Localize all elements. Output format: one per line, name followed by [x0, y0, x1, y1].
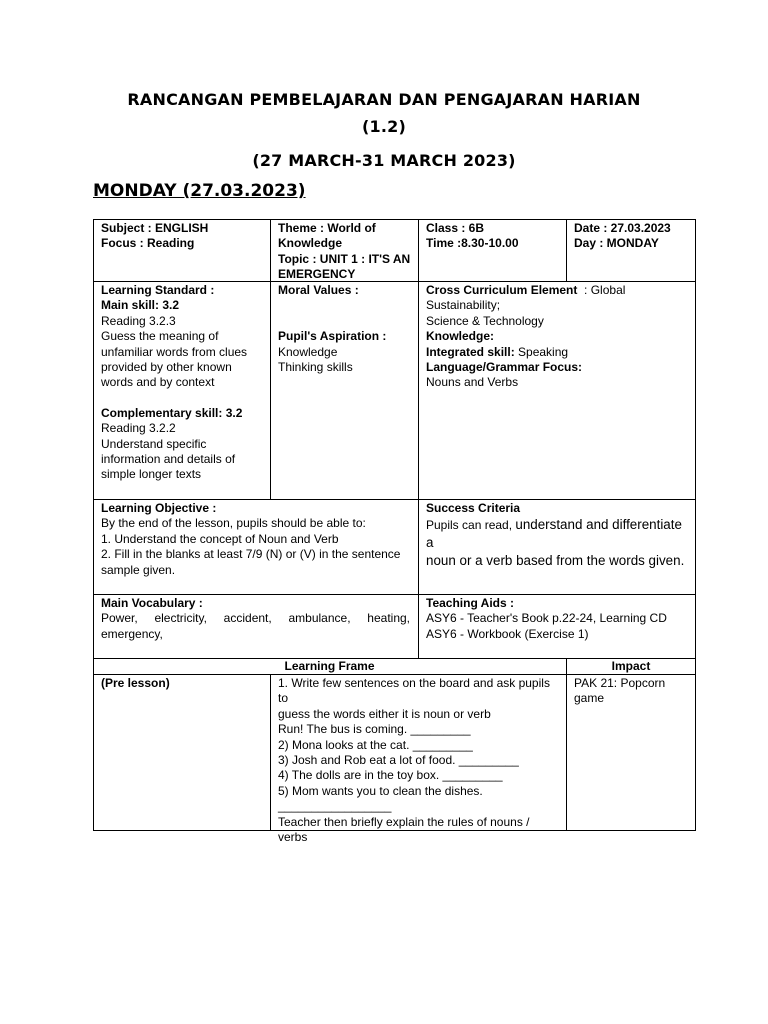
aspiration-item: Knowledge	[278, 344, 338, 359]
standard-text: words and by context	[101, 375, 215, 390]
main-vocabulary-cell	[101, 596, 410, 642]
objective-item: 1. Understand the concept of Noun and Verb	[101, 531, 339, 546]
knowledge-title: Knowledge:	[426, 329, 494, 344]
activity-line: 5) Mom wants you to clean the dishes.	[278, 783, 483, 798]
teaching-aid-item: ASY6 - Workbook (Exercise 1)	[426, 626, 589, 641]
pre-lesson-cell	[101, 676, 170, 691]
time-label: Time :8.30-10.00	[426, 236, 519, 251]
criteria-line2: noun or a verb based from the words given.	[426, 553, 685, 569]
impact-line: game	[574, 691, 605, 706]
main-skill: Main skill: 3.2	[101, 298, 180, 313]
activity-line: _________________	[278, 799, 392, 814]
reading-code-2: Reading 3.2.2	[101, 421, 176, 436]
moral-values-title: Moral Values :	[278, 283, 359, 297]
cce-line	[426, 283, 692, 314]
theme-line2: Knowledge	[278, 236, 343, 251]
table-rule	[566, 219, 567, 282]
impact-line: PAK 21: Popcorn	[574, 676, 666, 690]
theme-line1: Theme : World of	[278, 221, 376, 235]
table-rule	[270, 674, 271, 831]
standard-text: Understand specific	[101, 436, 207, 451]
standard-text: information and details of	[101, 452, 236, 467]
activity-line: Teacher then briefly explain the rules of nouns / verbs	[278, 814, 530, 845]
impact-header	[566, 659, 696, 674]
standard-text: simple longer texts	[101, 467, 202, 482]
learning-standard-cell	[101, 283, 247, 483]
teaching-aids-title: Teaching Aids :	[426, 596, 515, 610]
subject-label: Subject : ENGLISH	[101, 221, 209, 235]
learning-frame-header	[93, 659, 566, 674]
focus-label: Focus : Reading	[101, 236, 195, 251]
success-criteria-title: Success Criteria	[426, 501, 521, 515]
class-cell	[426, 221, 519, 252]
main-vocabulary-title: Main Vocabulary :	[101, 596, 203, 610]
table-rule	[93, 499, 696, 500]
cross-curriculum-cell	[426, 283, 692, 391]
learning-frame-title: Learning Frame	[284, 659, 375, 673]
activity-line: 3) Josh and Rob eat a lot of food. _________	[278, 753, 519, 768]
impact-cell	[574, 676, 692, 707]
date-cell	[574, 221, 671, 252]
activity-line: guess the words either it is noun or verb	[278, 706, 491, 721]
success-criteria-cell	[426, 501, 692, 569]
activity-line: Run! The bus is coming. _________	[278, 722, 471, 737]
vocabulary-line: Power, electricity, accident, ambulance, heating,	[101, 611, 410, 626]
subject-cell	[101, 221, 208, 252]
language-focus-title: Language/Grammar Focus:	[426, 360, 583, 375]
integrated-line	[426, 345, 692, 360]
criteria-text: Pupils can read,	[426, 518, 516, 533]
standard-text: unfamiliar words from clues	[101, 344, 248, 359]
class-label: Class : 6B	[426, 221, 485, 235]
integrated-title: Integrated skill:	[426, 344, 515, 359]
document-title: RANCANGAN PEMBELAJARAN DAN PENGAJARAN HARIAN	[127, 90, 641, 109]
activity-line: 4) The dolls are in the toy box. _________	[278, 768, 503, 783]
cce-value-2: Science & Technology	[426, 313, 544, 328]
learning-standard-title: Learning Standard :	[101, 283, 215, 297]
table-rule	[93, 594, 696, 595]
impact-title: Impact	[611, 659, 651, 673]
teaching-aid-item: ASY6 - Teacher's Book p.22-24, Learning CD	[426, 611, 667, 626]
topic-line2: EMERGENCY	[278, 267, 356, 282]
theme-cell	[278, 221, 410, 283]
integrated-value: Speaking	[518, 344, 569, 359]
criteria-text-large: understand and differentiate a	[426, 517, 682, 551]
reading-code-1: Reading 3.2.3	[101, 313, 176, 328]
date-label: Date : 27.03.2023	[574, 221, 671, 235]
vocabulary-line: emergency,	[101, 626, 163, 641]
activity-line: 2) Mona looks at the cat. _________	[278, 737, 473, 752]
criteria-line1	[426, 516, 692, 552]
day-label: Day : MONDAY	[574, 236, 659, 251]
activity-line: 1. Write few sentences on the board and ask pupils to	[278, 676, 550, 706]
language-focus-value: Nouns and Verbs	[426, 375, 519, 390]
complementary-skill: Complementary skill: 3.2	[101, 405, 243, 420]
objective-item: 2. Fill in the blanks at least 7/9 (N) or (V) in the sentence	[101, 547, 401, 562]
teaching-aids-cell	[426, 596, 692, 642]
spacer	[278, 298, 386, 329]
learning-objective-title: Learning Objective :	[101, 501, 217, 515]
day-heading: MONDAY (27.03.2023)	[93, 181, 306, 201]
moral-values-cell	[278, 283, 386, 376]
objective-text: By the end of the lesson, pupils should be able to:	[101, 516, 366, 531]
spacer	[101, 391, 247, 406]
table-rule	[418, 219, 419, 659]
pupils-aspiration-title: Pupil's Aspiration :	[278, 329, 387, 344]
topic-line1: Topic : UNIT 1 : IT'S AN	[278, 251, 411, 266]
standard-text: Guess the meaning of	[101, 329, 219, 344]
document-subtitle: (1.2)	[362, 117, 406, 136]
cce-title: Cross Curriculum Element	[426, 283, 578, 297]
week-range: (27 MARCH-31 MARCH 2023)	[252, 151, 516, 170]
learning-objective-cell	[101, 501, 413, 578]
aspiration-item: Thinking skills	[278, 360, 353, 375]
cce-value: : Global Sustainability;	[426, 283, 626, 313]
pre-lesson-label: (Pre lesson)	[101, 676, 170, 690]
pre-lesson-activity-cell	[278, 676, 562, 845]
table-rule	[270, 219, 271, 500]
objective-item: sample given.	[101, 562, 176, 577]
table-rule	[566, 658, 567, 831]
standard-text: provided by other known	[101, 360, 232, 375]
